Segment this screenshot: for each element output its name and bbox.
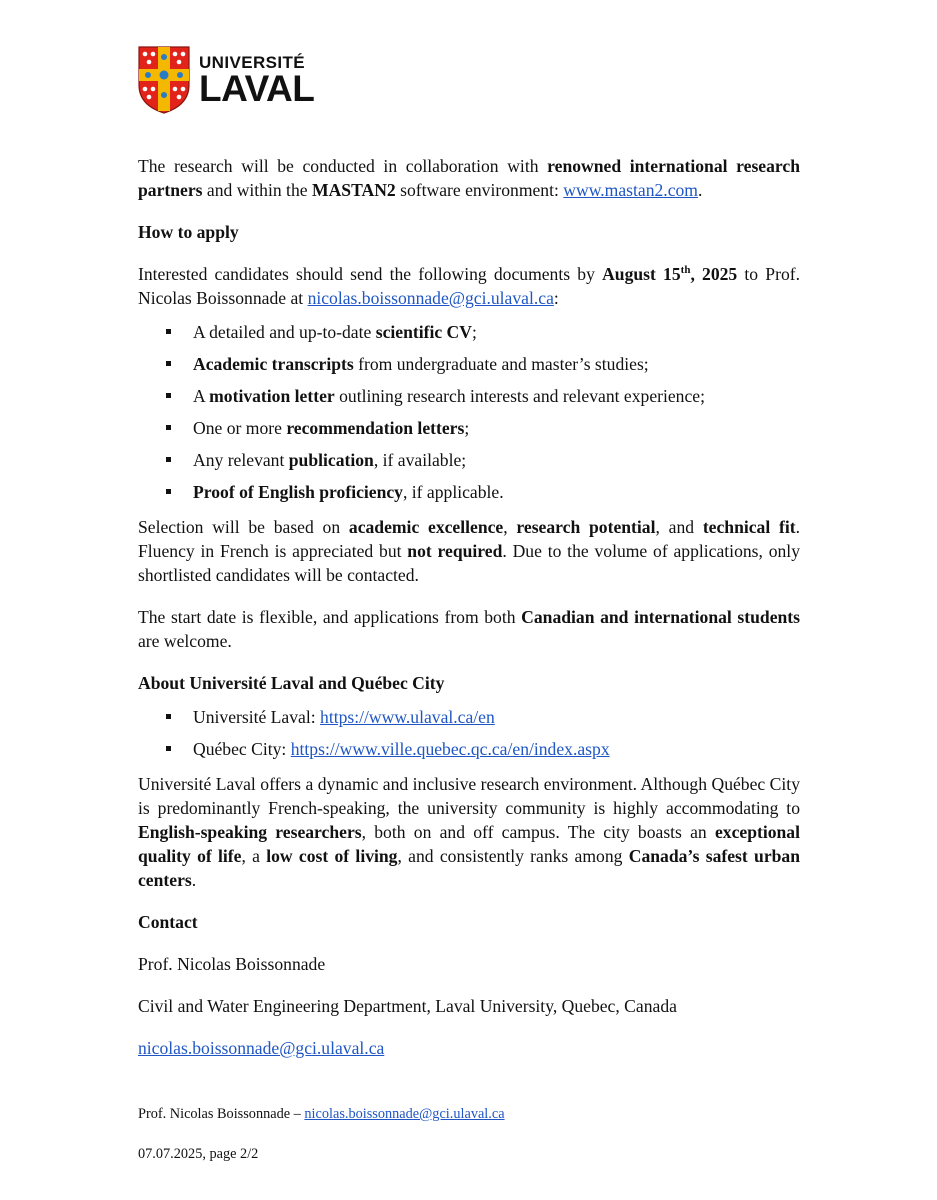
- contact-email-link[interactable]: nicolas.boissonnade@gci.ulaval.ca: [138, 1038, 385, 1058]
- documents-list: [138, 320, 800, 504]
- item-text: A: [193, 386, 210, 406]
- list-item: [138, 416, 800, 440]
- item-text: One or more: [193, 418, 287, 438]
- deadline: [602, 264, 737, 284]
- deadline-suffix: th: [680, 264, 691, 277]
- contact-name: Prof. Nicolas Boissonnade: [138, 954, 326, 974]
- intro-text-3: software environment:: [395, 180, 564, 200]
- about-text: , and consistently ranks among: [397, 846, 629, 866]
- item-bold: motivation letter: [209, 386, 335, 406]
- intro-text-4: .: [698, 180, 703, 200]
- quebec-city-link[interactable]: https://www.ville.quebec.qc.ca/en/index.aspx: [290, 739, 610, 759]
- link-label: Québec City:: [193, 739, 291, 759]
- item-text: outlining research interests and relevant experience;: [334, 386, 705, 406]
- item-bold: publication: [288, 450, 374, 470]
- apply-text-2: to Prof. Nicolas Boissonnade at: [138, 264, 800, 308]
- item-text: ;: [464, 418, 470, 438]
- about-text: Université Laval offers a dynamic and inclusive research environment. Although Québec City is predominantly French-speaking, the university community is highly accommodating to: [138, 774, 800, 818]
- start-text: The start date is flexible, and applications from both: [138, 607, 522, 627]
- logo-line-2: LAVAL: [199, 67, 315, 109]
- logo-wordmark: [199, 54, 314, 107]
- list-item: [138, 320, 800, 344]
- deadline-year: , 2025: [690, 264, 738, 284]
- selection-bold: research potential: [516, 517, 656, 537]
- deadline-day: August 15: [602, 264, 681, 284]
- about-paragraph: [138, 772, 800, 892]
- intro-bold-partners: renowned international research partners: [138, 156, 800, 200]
- start-bold: Canadian and international students: [521, 607, 800, 627]
- university-logo: [137, 44, 314, 116]
- how-to-apply-heading: How to apply: [138, 222, 239, 242]
- selection-text: , and: [655, 517, 703, 537]
- logo-line-1: UNIVERSITÉ: [199, 52, 306, 72]
- bullet-icon: [166, 457, 171, 462]
- about-text: .: [191, 870, 197, 890]
- bullet-icon: [166, 361, 171, 366]
- contact-heading: Contact: [138, 912, 198, 932]
- list-item: [138, 705, 800, 729]
- intro-text-2: and within the: [202, 180, 312, 200]
- about-text: , both on and off campus. The city boasts an: [361, 822, 715, 842]
- start-text: are welcome.: [138, 631, 232, 651]
- item-text: , if applicable.: [402, 482, 504, 502]
- document-body: [138, 154, 800, 1060]
- intro-text-1: The research will be conducted in collaboration with: [138, 156, 548, 176]
- item-bold: scientific CV: [375, 322, 472, 342]
- contact-department: Civil and Water Engineering Department, Laval University, Quebec, Canada: [138, 996, 677, 1016]
- item-bold: Proof of English proficiency: [193, 482, 403, 502]
- bullet-icon: [166, 393, 171, 398]
- about-bold: Canada’s safest urban centers: [138, 846, 800, 890]
- apply-paragraph: [138, 262, 800, 310]
- selection-bold: not required: [407, 541, 503, 561]
- selection-text: Selection will be based on: [138, 517, 349, 537]
- list-item: [138, 384, 800, 408]
- item-bold: Academic transcripts: [193, 354, 354, 374]
- crest-icon: [137, 45, 191, 115]
- about-text: , a: [241, 846, 267, 866]
- selection-text: . Fluency in French is appreciated but: [138, 517, 801, 561]
- mastan2-link[interactable]: www.mastan2.com: [563, 180, 698, 200]
- intro-bold-mastan2: MASTAN2: [311, 180, 396, 200]
- ulaval-link[interactable]: https://www.ulaval.ca/en: [320, 707, 495, 727]
- item-text: A detailed and up-to-date: [193, 322, 376, 342]
- list-item: [138, 737, 800, 761]
- list-item: [138, 480, 800, 504]
- selection-text: . Due to the volume of applications, only shortlisted candidates will be contacted.: [138, 541, 800, 585]
- apply-email-link[interactable]: nicolas.boissonnade@gci.ulaval.ca: [307, 288, 554, 308]
- item-text: ;: [471, 322, 477, 342]
- selection-bold: academic excellence: [348, 517, 504, 537]
- item-text: from undergraduate and master’s studies;: [353, 354, 649, 374]
- selection-bold: technical fit: [702, 517, 796, 537]
- bullet-icon: [166, 714, 171, 719]
- item-text: , if available;: [373, 450, 467, 470]
- about-bold: English-speaking researchers: [138, 822, 362, 842]
- bullet-icon: [166, 425, 171, 430]
- bullet-icon: [166, 489, 171, 494]
- apply-text-3: :: [553, 288, 559, 308]
- footer-author-line: [138, 1104, 800, 1124]
- intro-paragraph: [138, 154, 800, 202]
- list-item: [138, 352, 800, 376]
- about-heading: About Université Laval and Québec City: [138, 673, 445, 693]
- link-label: Université Laval:: [193, 707, 321, 727]
- about-links-list: [138, 705, 800, 761]
- item-text: Any relevant: [193, 450, 289, 470]
- list-item: [138, 448, 800, 472]
- about-bold: exceptional quality of life: [138, 822, 800, 866]
- bullet-icon: [166, 746, 171, 751]
- start-paragraph: [138, 605, 800, 653]
- bullet-icon: [166, 329, 171, 334]
- selection-text: ,: [503, 517, 517, 537]
- apply-text-1: Interested candidates should send the following documents by: [138, 264, 603, 284]
- footer-page-info: 07.07.2025, page 2/2: [138, 1146, 259, 1162]
- footer-name: Prof. Nicolas Boissonnade –: [138, 1106, 305, 1122]
- footer-email-link[interactable]: nicolas.boissonnade@gci.ulaval.ca: [304, 1106, 505, 1122]
- item-bold: recommendation letters: [286, 418, 465, 438]
- about-bold: low cost of living: [266, 846, 398, 866]
- page-footer: [138, 1104, 800, 1164]
- selection-paragraph: [138, 515, 800, 587]
- contact-email-line: [138, 1036, 800, 1060]
